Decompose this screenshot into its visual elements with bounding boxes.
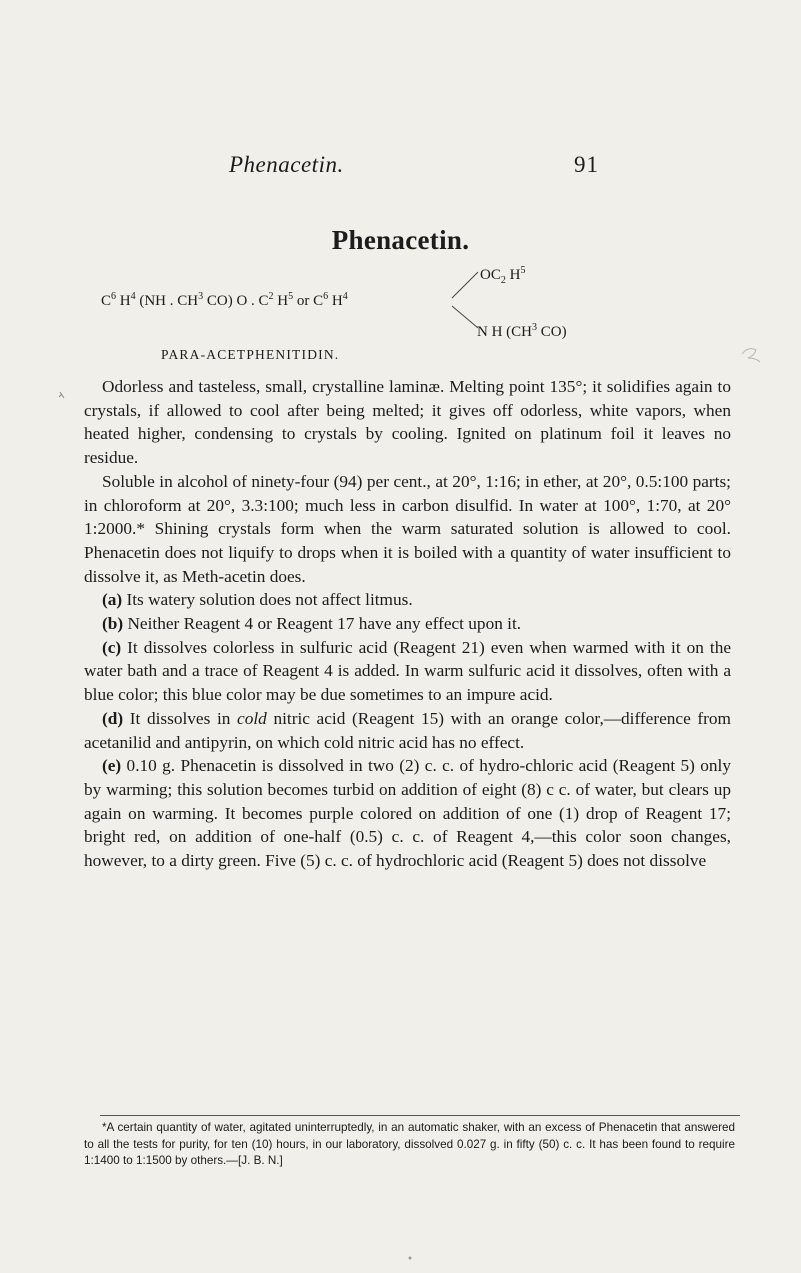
test-d [84,707,731,754]
test-a-label: (a) [102,590,123,610]
test-a [84,588,731,612]
paper-speck [409,1257,412,1260]
test-b-label: (b) [102,614,124,634]
footnote [84,1120,735,1170]
running-head-title: Phenacetin. [229,152,344,177]
body-text [84,375,731,873]
page-number: 91 [574,152,599,177]
test-d-text-1: It dissolves in [123,708,238,728]
test-d-text-2: nitric acid (Reagent 15) with an orange color,—difference from acetanilid and antipyrin, on which cold nitric acid has no effect. [84,708,731,752]
formula-branch-bottom: N H ($CH^3$ CO) [477,322,567,340]
test-e-text: 0.10 g. Phenacetin is dissolved in two (2) c. c. of hydro-chloric acid (Reagent 5) only by warming; this solution becomes turbid on addition of eight (8) c c. of water, but clears up again on warming. It becomes purple colored on addition of one (1) drop of Reagent 17; bright red, on addition of one-half (0.5) c. c. of Reagent 4,—this color soon changes, however, to a dirty green. Five (5) c. c. of hydrochloric acid (Reagent 5) does not dissolve [84,756,731,871]
footnote-text: *A certain quantity of water, agitated uninterruptedly, in an automatic shaker, with an excess of Phenacetin that answered to all the tests for purity, for ten (10) hours, in our laboratory, dissolved 0.027 g. in fifty (50) c. c. It has been found to require 1:1400 to 1:1500 by others.—[J. B. N.] [84,1121,735,1167]
paragraph-solubility: Soluble in alcohol of ninety-four (94) per cent., at 20°, 1:16; in ether, at 20°, 0.5:100 parts; in chloroform at 20°, 3.3:100; much less in carbon disulfid. In water at 100°, 1:70, at 20° 1:2000.* Shining crystals form when the warm saturated solution is allowed to cool. Phenacetin does not liquify to drops when it is boiled with a quantity of water insufficient to dissolve it, as Meth-acetin does. [84,471,731,586]
formula-main: $C^6$ $H^4$ (NH . $CH^3$ CO) O . $C^2$ $H^5$ or $C^6$ $H^4$ [101,291,348,309]
pencil-mark [742,349,760,362]
test-e-label: (e) [102,756,122,776]
formula-branch-top: $OC_2$ $H^5$ [480,265,526,286]
footnote-rule [100,1115,740,1116]
section-title: Phenacetin. [331,225,470,255]
test-a-text: Its watery solution does not affect litmus. [122,590,413,610]
test-e [84,754,731,873]
paragraph-description: Odorless and tasteless, small, crystalline laminæ. Melting point 135°; it solidifies again to crystals, if allowed to cool after being melted; it gives off odorless, white vapors, when heated higher, condensing to crystals by cooling. Ignited on platinum foil it leaves no residue. [84,377,731,468]
test-c [84,636,731,707]
margin-speck [59,392,64,398]
test-c-text: It dissolves colorless in sulfuric acid (Reagent 21) even when warmed with it on the water bath and a trace of Reagent 4 is added. In warm sulfuric acid it dissolves, often with a blue color; this blue color may be due sometimes to an impure acid. [84,637,731,705]
test-b [84,612,731,636]
test-d-emphasis: cold [237,708,267,728]
test-b-text: Neither Reagent 4 or Reagent 17 have any effect upon it. [123,614,522,634]
formula-name: PARA-ACETPHENITIDIN. [161,347,340,362]
test-c-label: (c) [102,637,122,657]
test-d-label: (d) [102,708,124,728]
